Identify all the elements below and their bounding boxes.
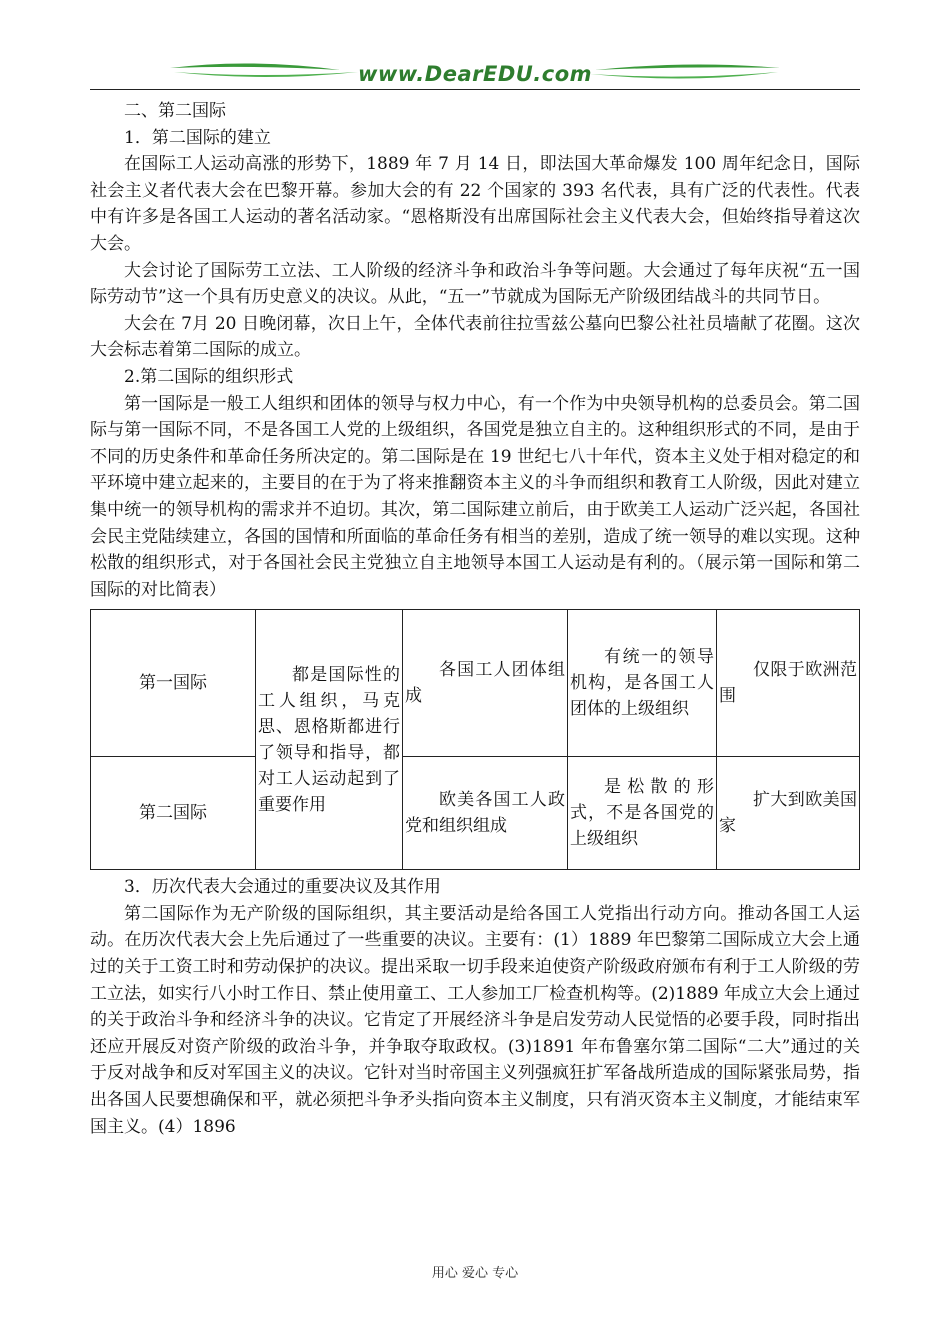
page-footer: 用心 爱心 专心	[431, 1266, 519, 1281]
subsection-title-2: 2.第二国际的组织形式	[124, 366, 294, 387]
table-cell-row1-structure: 有统一的领导机构，是各国工人团体的上级组织	[568, 610, 717, 757]
subsection-title-1: 1．第二国际的建立	[124, 127, 271, 148]
table-cell-row1-scope: 仅限于欧洲范围	[717, 610, 860, 757]
table-cell-row2-members: 欧美各国工人政党和组织组成	[403, 757, 568, 870]
paragraph-1: 在国际工人运动高涨的形势下，1889 年 7 月 14 日，即法国大革命爆发 100 周年纪念日，国际社会主义者代表大会在巴黎开幕。参加大会的有 22 个国家的 393 名代表，具有广泛的代表性。代表中有许多是各国工人运动的著名活动家。“恩格斯没有出席国际社会主义代表大会，但始终指导着这次大会。	[90, 154, 860, 254]
paragraph-4: 第一国际是一般工人组织和团体的领导与权力中心，有一个作为中央领导机构的总委员会。第二国际与第一国际不同，不是各国工人党的上级组织，各国党是独立自主的。这种组织形式的不同，是由于不同的历史条件和革命任务所决定的。第二国际是在 19 世纪七八十年代，资本主义处于相对稳定的和平环境中建立起来的，主要目的在于为了将来推翻资本主义的斗争而组织和教育工人阶级，因此对建立集中统一的领导机构的需求并不迫切。其次，第二国际建立前后，由于欧美工人运动广泛兴起，各国社会民主党陆续建立，各国的国情和所面临的革命任务有相当的差别，造成了统一领导的难以实现。这种松散的组织形式，对于各国社会民主党独立自主地领导本国工人运动是有利的。（展示第一国际和第二国际的对比简表）	[90, 393, 860, 600]
subsection-title-3: 3．历次代表大会通过的重要决议及其作用	[124, 877, 441, 898]
table-cell-row1-name: 第一国际	[91, 610, 256, 757]
paragraph-5: 第二国际作为无产阶级的国际组织，其主要活动是给各国工人党指出行动方向。推动各国工人运动。在历次代表大会上先后通过了一些重要的决议。主要有：(1）1889 年巴黎第二国际成立大会上通过的关于工资工时和劳动保护的决议。提出采取一切手段来迫使资产阶级政府颁布有利于工人阶级的劳工立法，如实行八小时工作日、禁止使用童工、工人参加工厂检查机构等。(2)1889 年成立大会上通过的关于政治斗争和经济斗争的决议。它肯定了开展经济斗争是启发劳动人民觉悟的必要手段，同时指出还应开展反对资产阶级的政治斗争，并争取夺取政权。(3)1891 年布鲁塞尔第二国际“二大”通过的关于反对战争和反对军国主义的决议。它针对当时帝国主义列强疯狂扩军备战所造成的国际紧张局势，指出各国人民要想确保和平，就必须把斗争矛头指向资本主义制度，只有消灭资本主义制度，才能结束军国主义。(4）1896	[90, 903, 860, 1137]
section-title: 二、第二国际	[124, 101, 226, 121]
paragraph-2: 大会讨论了国际劳工立法、工人阶级的经济斗争和政治斗争等问题。大会通过了每年庆祝“五一国际劳动节”这一个具有历史意义的决议。从此，“五一”节就成为国际无产阶级团结战斗的共同节日。	[90, 260, 860, 308]
site-header-logo	[90, 56, 860, 90]
table-cell-row1-members: 各国工人团体组成	[403, 610, 568, 757]
table-row	[91, 610, 860, 757]
table-row	[91, 757, 860, 870]
table-cell-row2-scope: 扩大到欧美国家	[717, 757, 860, 870]
table-cell-row2-structure: 是松散的形式，不是各国党的上级组织	[568, 757, 717, 870]
paragraph-3: 大会在 7月 20 日晚闭幕，次日上午，全体代表前往拉雪兹公墓向巴黎公社社员墙献了花圈。这次大会标志着第二国际的成立。	[90, 313, 860, 361]
table-cell-row2-name: 第二国际	[91, 757, 256, 870]
site-logo-text: www.DearEDU.com	[357, 62, 593, 86]
table-cell-common: 都是国际性的工人组织，马克思、恩格斯都进行了领导和指导，都对工人运动起到了重要作用	[256, 610, 403, 870]
header-divider	[90, 89, 860, 90]
comparison-table	[90, 609, 860, 870]
document-body	[90, 98, 860, 1140]
